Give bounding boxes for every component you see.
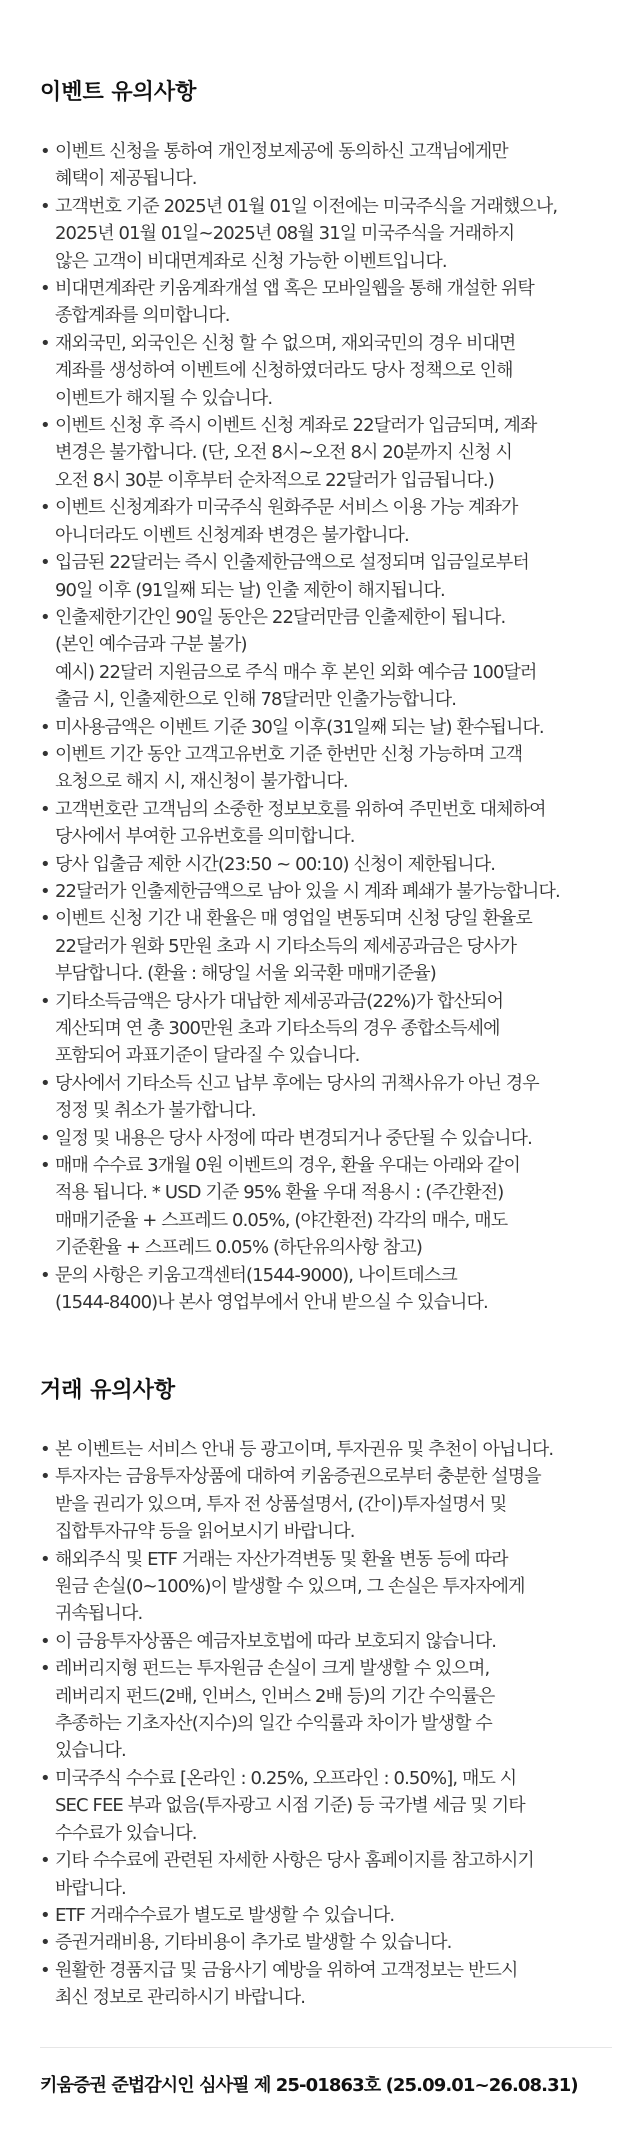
notice-line: 않은 고객이 비대면계좌로 신청 가능한 이벤트입니다. [55,250,447,272]
notice-line: 이벤트 신청 후 즉시 이벤트 신청 계좌로 22달러가 입금되며, 계좌 [55,415,537,437]
event-notice-item [40,604,608,714]
bullet-icon: • [40,1264,50,1286]
notice-line: 바랍니다. [55,1877,126,1899]
notice-line: 요청으로 해지 시, 재신청이 불가합니다. [55,771,348,793]
notice-line: 이 금융투자상품은 예금자보호법에 따라 보호되지 않습니다. [55,1630,497,1652]
notice-line: 예시) 22달러 지원금으로 주식 매수 후 본인 외화 예수금 100달러 [55,661,537,683]
notice-line: 정정 및 취소가 불가합니다. [55,1100,256,1122]
trade-notice-item [40,1929,608,1956]
bullet-icon: • [40,1904,50,1926]
event-notice-item [40,330,608,412]
notice-line: 당사 입출금 제한 시간(23:50 ~ 00:10) 신청이 제한됩니다. [55,853,496,875]
bullet-icon: • [40,1439,50,1460]
notice-line: 본 이벤트는 서비스 안내 등 광고이며, 투자권유 및 추천이 아닙니다. [55,1439,554,1460]
event-notice-section [0,78,640,1316]
bullet-icon: • [40,880,50,902]
notice-line: 변경은 불가합니다. (단, 오전 8시~오전 8시 20분까지 신청 시 [55,442,512,464]
trade-notice-section [0,1376,640,2012]
bullet-icon: • [40,332,50,354]
footer-divider [40,2047,612,2048]
event-notice-list [40,138,608,1316]
notice-line: SEC FEE 부과 없음(투자광고 시점 기준) 등 국가별 세금 및 기타 [55,1795,525,1817]
trade-notice-list [40,1436,608,2012]
bullet-icon: • [40,497,50,519]
event-notice-item [40,138,608,193]
event-notice-item [40,193,608,275]
notice-line: (1544-8400)나 본사 영업부에서 안내 받으실 수 있습니다. [55,1292,488,1314]
notice-line: 해외주식 및 ETF 거래는 자산가격변동 및 환율 변동 등에 따라 [55,1548,508,1570]
bullet-icon: • [40,1658,50,1680]
trade-notice-item [40,1847,608,1902]
notice-line: 2025년 01월 01일~2025년 08월 31일 미국주식을 거래하지 [55,223,515,245]
notice-line: 레버리지 펀드(2배, 인버스, 인버스 2배 등)의 기간 수익률은 [55,1685,495,1707]
event-notice-item [40,796,608,851]
notice-line: 90일 이후 (91일째 되는 날) 인출 제한이 해지됩니다. [55,579,445,601]
notice-line: 계산되며 연 총 300만원 초과 기타소득의 경우 종합소득세에 [55,1018,500,1039]
notice-line: 이벤트 신청을 통하여 개인정보제공에 동의하신 고객님에게만 [55,141,508,162]
event-notice-item [40,275,608,330]
notice-line: 최신 정보로 관리하시기 바랍니다. [55,1987,306,2009]
notice-line: 22달러가 인출제한금액으로 남아 있을 시 계좌 폐쇄가 불가능합니다. [55,880,560,902]
bullet-icon: • [40,606,50,628]
notice-line: 기타 수수료에 관련된 자세한 사항은 당사 홈페이지를 참고하시기 [55,1850,534,1872]
notice-line: 추종하는 기초자산(지수)의 일간 수익률과 차이가 발생할 수 [55,1713,492,1735]
bullet-icon: • [40,853,50,875]
trade-notice-item [40,1546,608,1628]
notice-line: 매매기준율 + 스프레드 0.05%, (야간환전) 각각의 매수, 매도 [55,1209,508,1231]
notice-line: 있습니다. [55,1740,126,1762]
notice-line: 매매 수수료 3개월 0원 이벤트의 경우, 환율 우대는 아래와 같이 [55,1155,521,1177]
notice-line: 기준환율 + 스프레드 0.05% (하단유의사항 참고) [55,1237,423,1259]
notice-line: 미사용금액은 이벤트 기준 30일 이후(31일째 되는 날) 환수됩니다. [55,716,544,738]
bullet-icon: • [40,195,50,217]
bullet-icon: • [40,743,50,765]
notice-line: 당사에서 기타소득 신고 납부 후에는 당사의 귀책사유가 아닌 경우 [55,1072,539,1094]
event-notice-item [40,1070,608,1125]
notice-line: 입금된 22달러는 즉시 인출제한금액으로 설정되며 입금일로부터 [55,552,529,574]
event-notice-item [40,412,608,494]
bullet-icon: • [40,1155,50,1177]
event-notice-item [40,714,608,741]
notice-line: 일정 및 내용은 당사 사정에 따라 변경되거나 중단될 수 있습니다. [55,1127,532,1149]
bullet-icon: • [40,798,50,820]
notice-line: 집합투자규약 등을 읽어보시기 바랍니다. [55,1521,355,1543]
notice-line: 비대면계좌란 키움계좌개설 앱 혹은 모바일웹을 통해 개설한 위탁 [55,278,534,300]
notice-line: 증권거래비용, 기타비용이 추가로 발생할 수 있습니다. [55,1932,452,1954]
bullet-icon: • [40,1466,50,1488]
notice-line: 문의 사항은 키움고객센터(1544-9000), 나이트데스크 [55,1264,457,1286]
notice-line: 혜택이 제공됩니다. [55,168,197,190]
notice-line: 고객번호란 고객님의 소중한 정보보호를 위하여 주민번호 대체하여 [55,798,546,820]
notice-line: 아니더라도 이벤트 신청계좌 변경은 불가합니다. [55,524,409,546]
notice-line: 22달러가 원화 5만원 초과 시 기타소득의 제세공과금은 당사가 [55,935,517,957]
bullet-icon: • [40,1630,50,1652]
bullet-icon: • [40,278,50,300]
bullet-icon: • [40,1850,50,1872]
trade-notice-item [40,1655,608,1765]
bullet-icon: • [40,552,50,574]
notice-line: 미국주식 수수료 [온라인 : 0.25%, 오프라인 : 0.50%], 매도 시 [55,1767,517,1789]
event-notice-item [40,1125,608,1152]
event-notice-item [40,905,608,987]
event-notice-title: 이벤트 유의사항 [40,80,197,105]
bullet-icon: • [40,990,50,1012]
trade-notice-item [40,1628,608,1655]
bullet-icon: • [40,1072,50,1094]
notice-line: 부담합니다. (환율 : 해당일 서울 외국환 매매기준율) [55,963,436,985]
event-notice-item [40,741,608,796]
bullet-icon: • [40,1127,50,1149]
notice-line: 이벤트가 해지될 수 있습니다. [55,387,273,409]
event-notice-item [40,1262,608,1317]
trade-notice-item [40,1463,608,1545]
event-notice-item [40,1152,608,1262]
notice-line: 종합계좌를 의미합니다. [55,305,230,327]
bullet-icon: • [40,716,50,738]
trade-notice-item [40,1957,608,2012]
notice-line: 당사에서 부여한 고유번호를 의미합니다. [55,826,355,848]
notice-line: 투자자는 금융투자상품에 대하여 키움증권으로부터 충분한 설명을 [55,1466,541,1488]
notice-line: 원금 손실(0~100%)이 발생할 수 있으며, 그 손실은 투자자에게 [55,1576,525,1598]
bullet-icon: • [40,1932,50,1954]
trade-notice-item [40,1765,608,1847]
notice-line: 수수료가 있습니다. [55,1822,197,1844]
bullet-icon: • [40,141,50,162]
notice-line: 귀속됩니다. [55,1603,143,1625]
notice-line: 오전 8시 30분 이후부터 순차적으로 22달러가 입금됩니다.) [55,469,494,491]
notice-line: 계좌를 생성하여 이벤트에 신청하였더라도 당사 정책으로 인해 [55,360,513,382]
event-notice-item [40,851,608,878]
notice-line: 받을 권리가 있으며, 투자 전 상품설명서, (간이)투자설명서 및 [55,1493,507,1515]
trade-notice-title: 거래 유의사항 [40,1378,176,1403]
notice-line: 적용 됩니다. * USD 기준 95% 환율 우대 적용시 : (주간환전) [55,1182,504,1204]
notice-line: 포함되어 과표기준이 달라질 수 있습니다. [55,1045,360,1067]
event-notice-item [40,494,608,549]
bullet-icon: • [40,415,50,437]
notice-line: 이벤트 신청계좌가 미국주식 원화주문 서비스 이용 가능 계좌가 [55,497,518,519]
event-notice-item [40,988,608,1070]
notice-line: 출금 시, 인출제한으로 인해 78달러만 인출가능합니다. [55,689,457,711]
bullet-icon: • [40,1959,50,1981]
bullet-icon: • [40,1767,50,1789]
notice-line: 이벤트 기간 동안 고객고유번호 기준 한번만 신청 가능하며 고객 [55,743,523,765]
notice-line: 원활한 경품지급 및 금융사기 예방을 위하여 고객정보는 반드시 [55,1959,518,1981]
trade-notice-item [40,1902,608,1929]
trade-notice-item [40,1436,608,1463]
notice-line: 재외국민, 외국인은 신청 할 수 없으며, 재외국민의 경우 비대면 [55,332,516,354]
bullet-icon: • [40,908,50,930]
compliance-approval-text: 키움증권 준법감시인 심사필 제 25-01863호 (25.09.01~26.08.31) [40,2075,578,2096]
bullet-icon: • [40,1548,50,1570]
notice-line: 레버리지형 펀드는 투자원금 손실이 크게 발생할 수 있으며, [55,1658,490,1680]
notice-line: 기타소득금액은 당사가 대납한 제세공과금(22%)가 합산되어 [55,990,504,1012]
event-notice-item [40,549,608,604]
notice-line: 고객번호 기준 2025년 01월 01일 이전에는 미국주식을 거래했으나, [55,195,558,217]
notice-line: 이벤트 신청 기간 내 환율은 매 영업일 변동되며 신청 당일 환율로 [55,908,532,930]
notice-line: 인출제한기간인 90일 동안은 22달러만큼 인출제한이 됩니다. [55,606,506,628]
notice-line: (본인 예수금과 구분 불가) [55,634,247,656]
event-notice-item [40,878,608,905]
notice-line: ETF 거래수수료가 별도로 발생할 수 있습니다. [55,1904,395,1926]
